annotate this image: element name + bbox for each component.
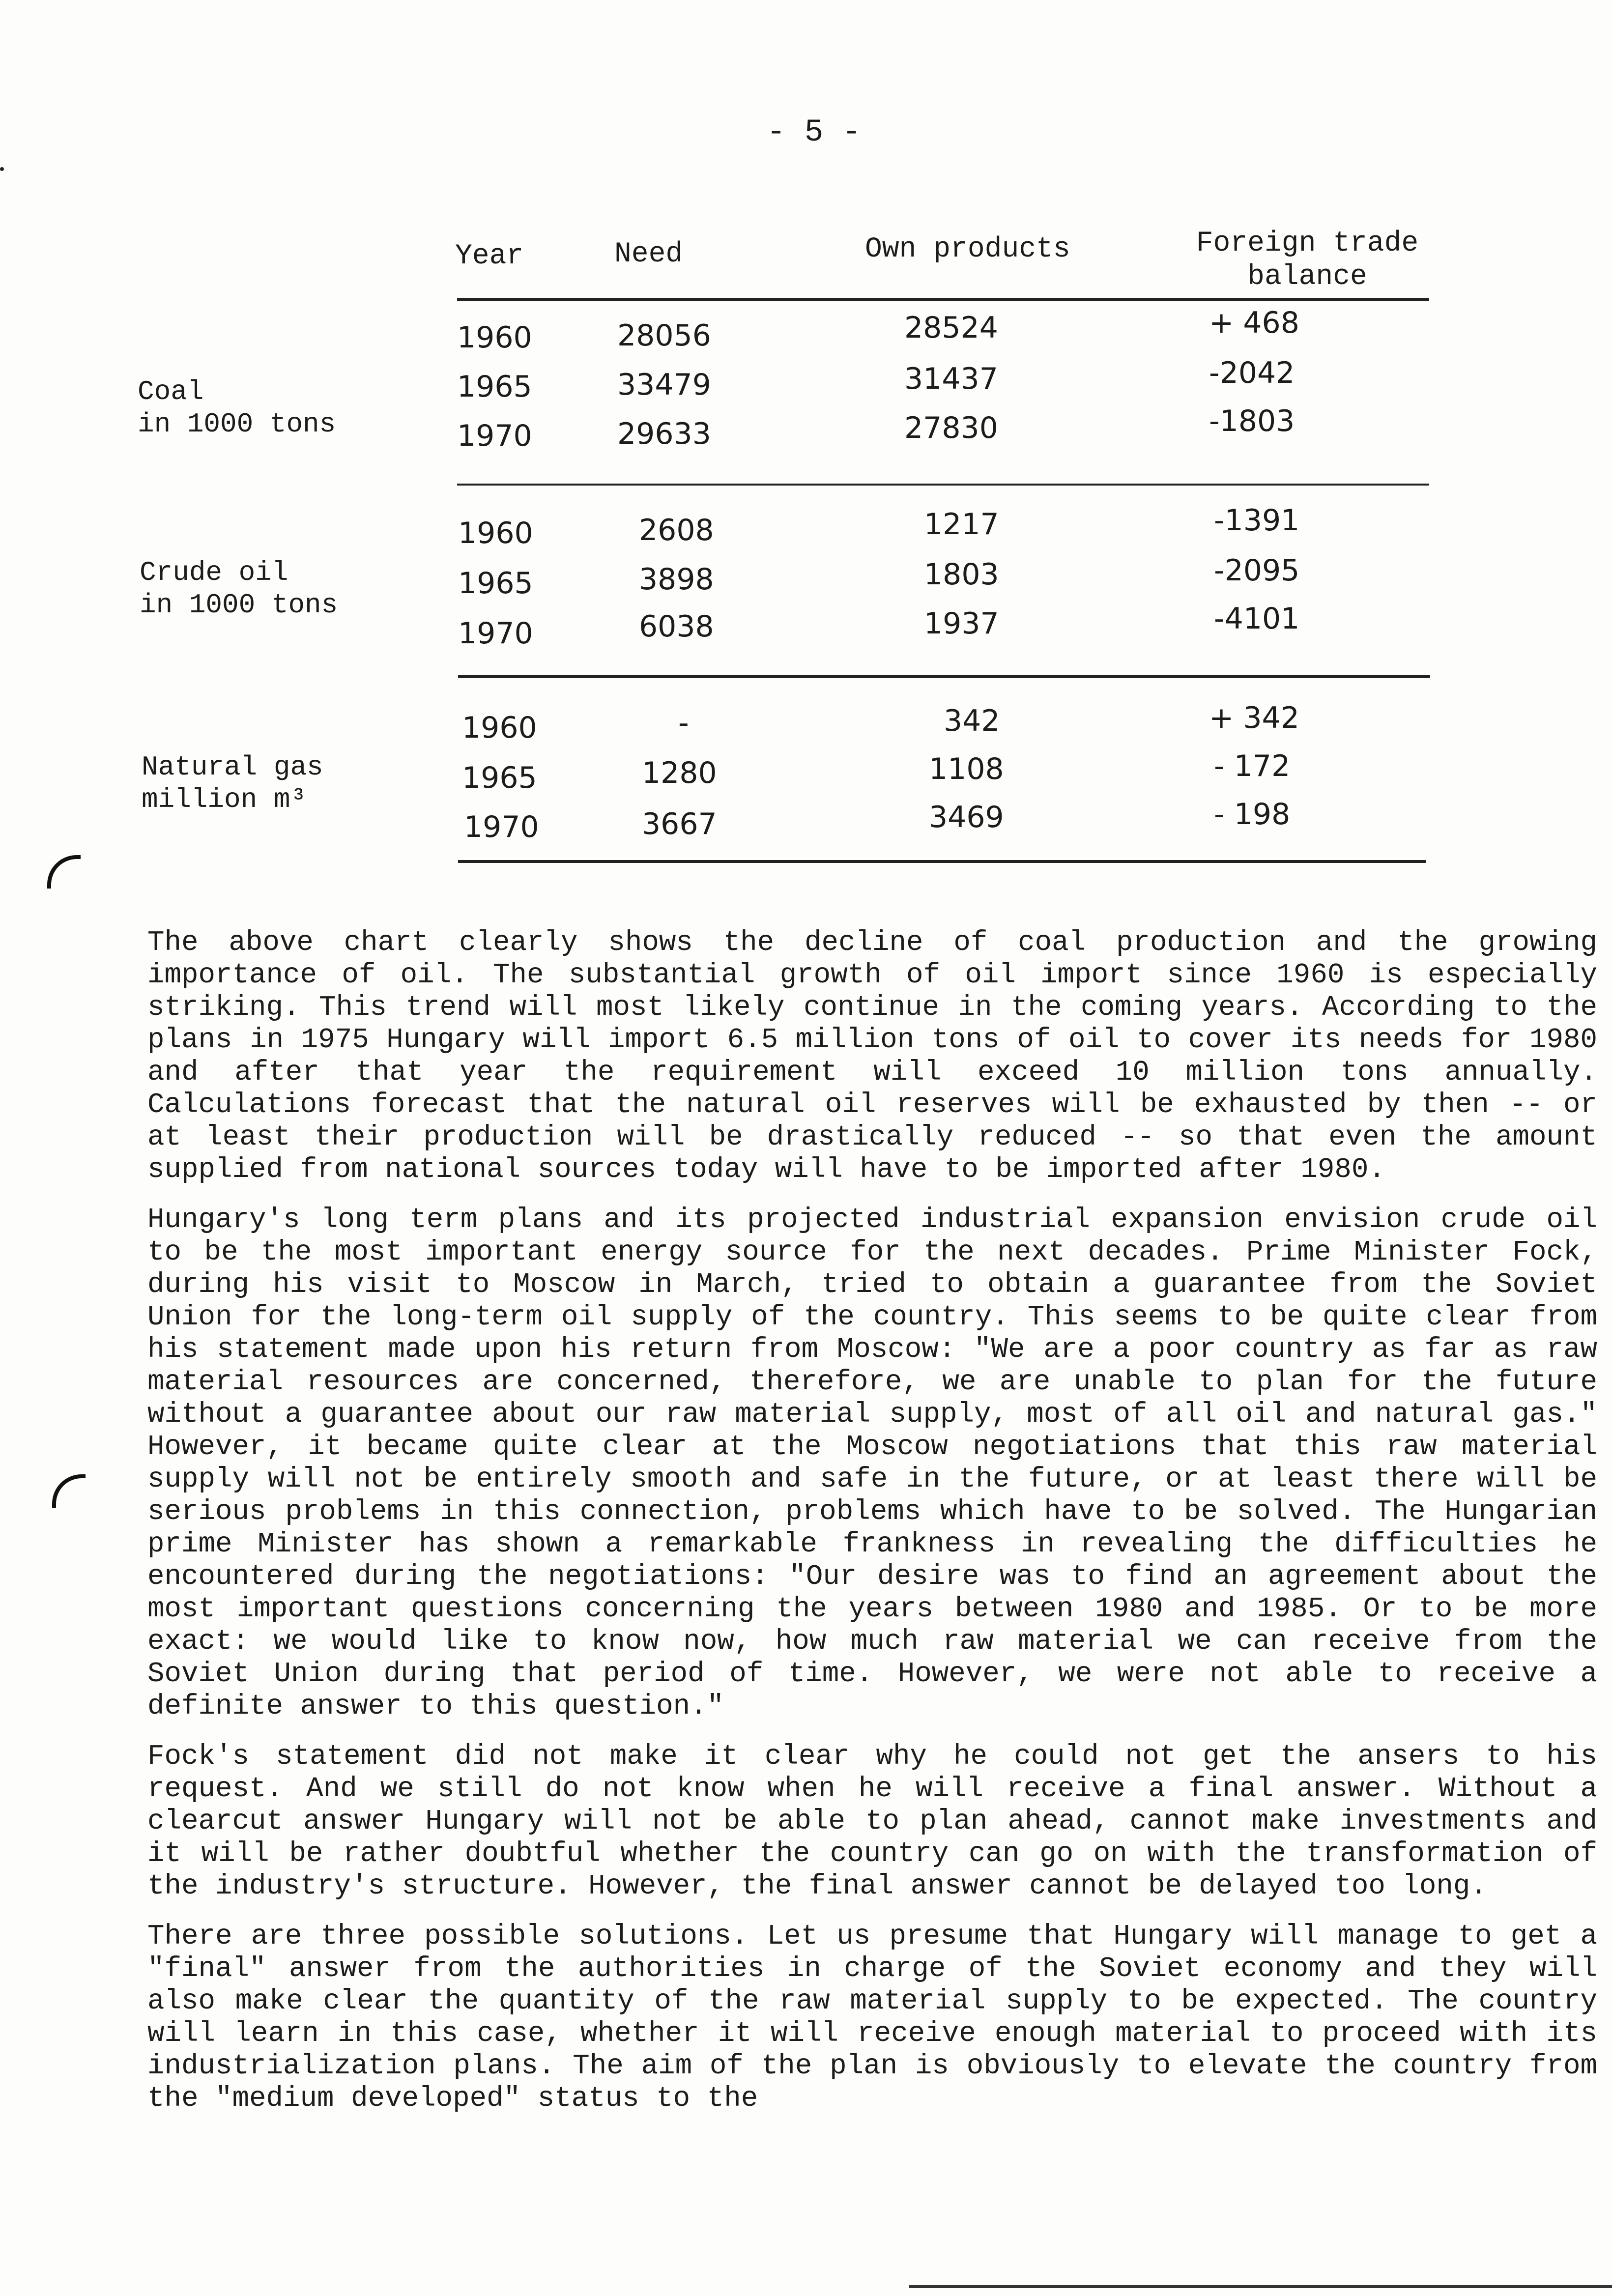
cell-balance: - 198 [1214,797,1291,832]
paragraph: Fock's statement did not make it clear why he could not get the ansers to his request. And we still do not know when he will receive a final answer. Without a clearcut answer Hungary will not be able to plan ahead, cannot make investments and it will be rather doubtful whether the country can go on with the transformation of the industry's structure. However, the final answer cannot be delayed too long. [147,1741,1597,1902]
cell-year: 1970 [464,810,539,844]
cell-year: 1970 [457,419,532,453]
cell-need: 3667 [642,807,717,841]
cell-need: 6038 [639,609,714,644]
margin-dot [0,167,4,171]
cell-year: 1965 [458,566,533,601]
cell-own: 342 [944,704,1000,738]
page-number: - 5 - [767,115,862,150]
cell-own: 27830 [904,411,998,445]
section-rule [458,675,1430,678]
cell-need: 3898 [639,562,714,597]
paragraph: Hungary's long term plans and its projected industrial expansion envision crude oil to be the most important energy source for the next decades. Prime Minister Fock, during his visit to Moscow in March, tried to obtain a guarantee from the Soviet Union for the long-term oil supply of the country. This seems to be quite clear from his statement made upon his return from Moscow: "We are a poor country as far as raw material resources are concerned, therefore, we are unable to plan for the future without a guarantee about our raw material supply, most of all oil and natural gas." However, it became quite clear at the Moscow negotiations that this raw material supply will not be entirely smooth and safe in the future, or at least there will be serious problems in this connection, problems which have to be solved. The Hungarian prime Minister has shown a remarkable frankness in revealing the difficulties he encountered during the negotiations: "Our desire was to find an agreement about the most important questions concerning the years between 1980 and 1985. Or to be more exact: we would like to know now, how much raw material we can receive from the Soviet Union during that period of time. However, we were not able to receive a definite answer to this question." [147,1204,1597,1722]
cell-own: 1108 [929,752,1004,786]
cell-balance: -2042 [1209,356,1295,390]
cell-need: 33479 [617,368,711,402]
cell-need: - [678,706,689,740]
cell-need: 28056 [617,318,711,353]
section-label-line: Coal [138,376,204,407]
section-label-line: in 1000 tons [138,408,336,440]
cell-balance: + 468 [1209,306,1299,340]
section-label-line: Natural gas [142,751,323,783]
section-label-coal [138,375,336,440]
header-rule [457,298,1429,301]
cell-balance: -1391 [1214,503,1300,538]
cell-balance: + 342 [1209,701,1299,735]
header-own-products: Own products [865,233,1070,265]
section-rule [457,484,1429,486]
cell-own: 1937 [924,606,999,641]
cell-year: 1960 [458,516,533,550]
cell-own: 1803 [924,557,999,592]
cell-need: 2608 [639,513,714,547]
header-foreign-trade-balance: Foreign trade balance [1196,228,1419,293]
paragraph: There are three possible solutions. Let us presume that Hungary will manage to get a "final" answer from the authorities in charge of the Soviet economy and they will also make clear the quantity of the raw material supply to be expected. The country will learn in this case, whether it will receive enough material to proceed with its industrialization plans. The aim of the plan is obviously to elevate the country from the "medium developed" status to the [147,1921,1597,2115]
cell-balance: -4101 [1214,602,1300,636]
cell-balance: - 172 [1214,749,1291,783]
cell-need: 1280 [642,756,717,790]
header-year: Year [455,240,524,272]
cell-year: 1960 [457,320,532,355]
binder-mark [52,1474,86,1508]
cell-year: 1965 [457,370,532,404]
cell-need: 29633 [617,417,711,451]
page-bottom-rule [909,2285,1612,2288]
cell-year: 1960 [462,711,537,745]
section-label-crude-oil [140,556,338,621]
cell-own: 28524 [904,311,998,345]
cell-own: 1217 [924,507,999,542]
table-bottom-rule [458,860,1426,863]
cell-own: 31437 [904,362,998,396]
section-label-line: million m³ [142,784,307,815]
cell-balance: -1803 [1209,404,1295,438]
cell-balance: -2095 [1214,553,1300,588]
section-label-line: in 1000 tons [140,589,338,621]
header-need: Need [614,238,683,270]
cell-year: 1970 [458,616,533,651]
cell-year: 1965 [462,761,537,795]
cell-own: 3469 [929,800,1004,834]
section-label-natural-gas [142,751,323,816]
binder-mark [47,855,81,889]
section-label-line: Crude oil [140,557,288,588]
paragraph: The above chart clearly shows the decline of coal production and the growing importance of oil. The substantial growth of oil import since 1960 is especially striking. This trend will most likely continue in the coming years. According to the plans in 1975 Hungary will import 6.5 million tons of oil to cover its needs for 1980 and after that year the requirement will exceed 10 million tons annually. Calculations forecast that the natural oil reserves will be exhausted by then -- or at least their production will be drastically reduced -- so that even the amount supplied from national sources today will have to be imported after 1980. [147,927,1597,1186]
body-text [147,927,1597,2133]
